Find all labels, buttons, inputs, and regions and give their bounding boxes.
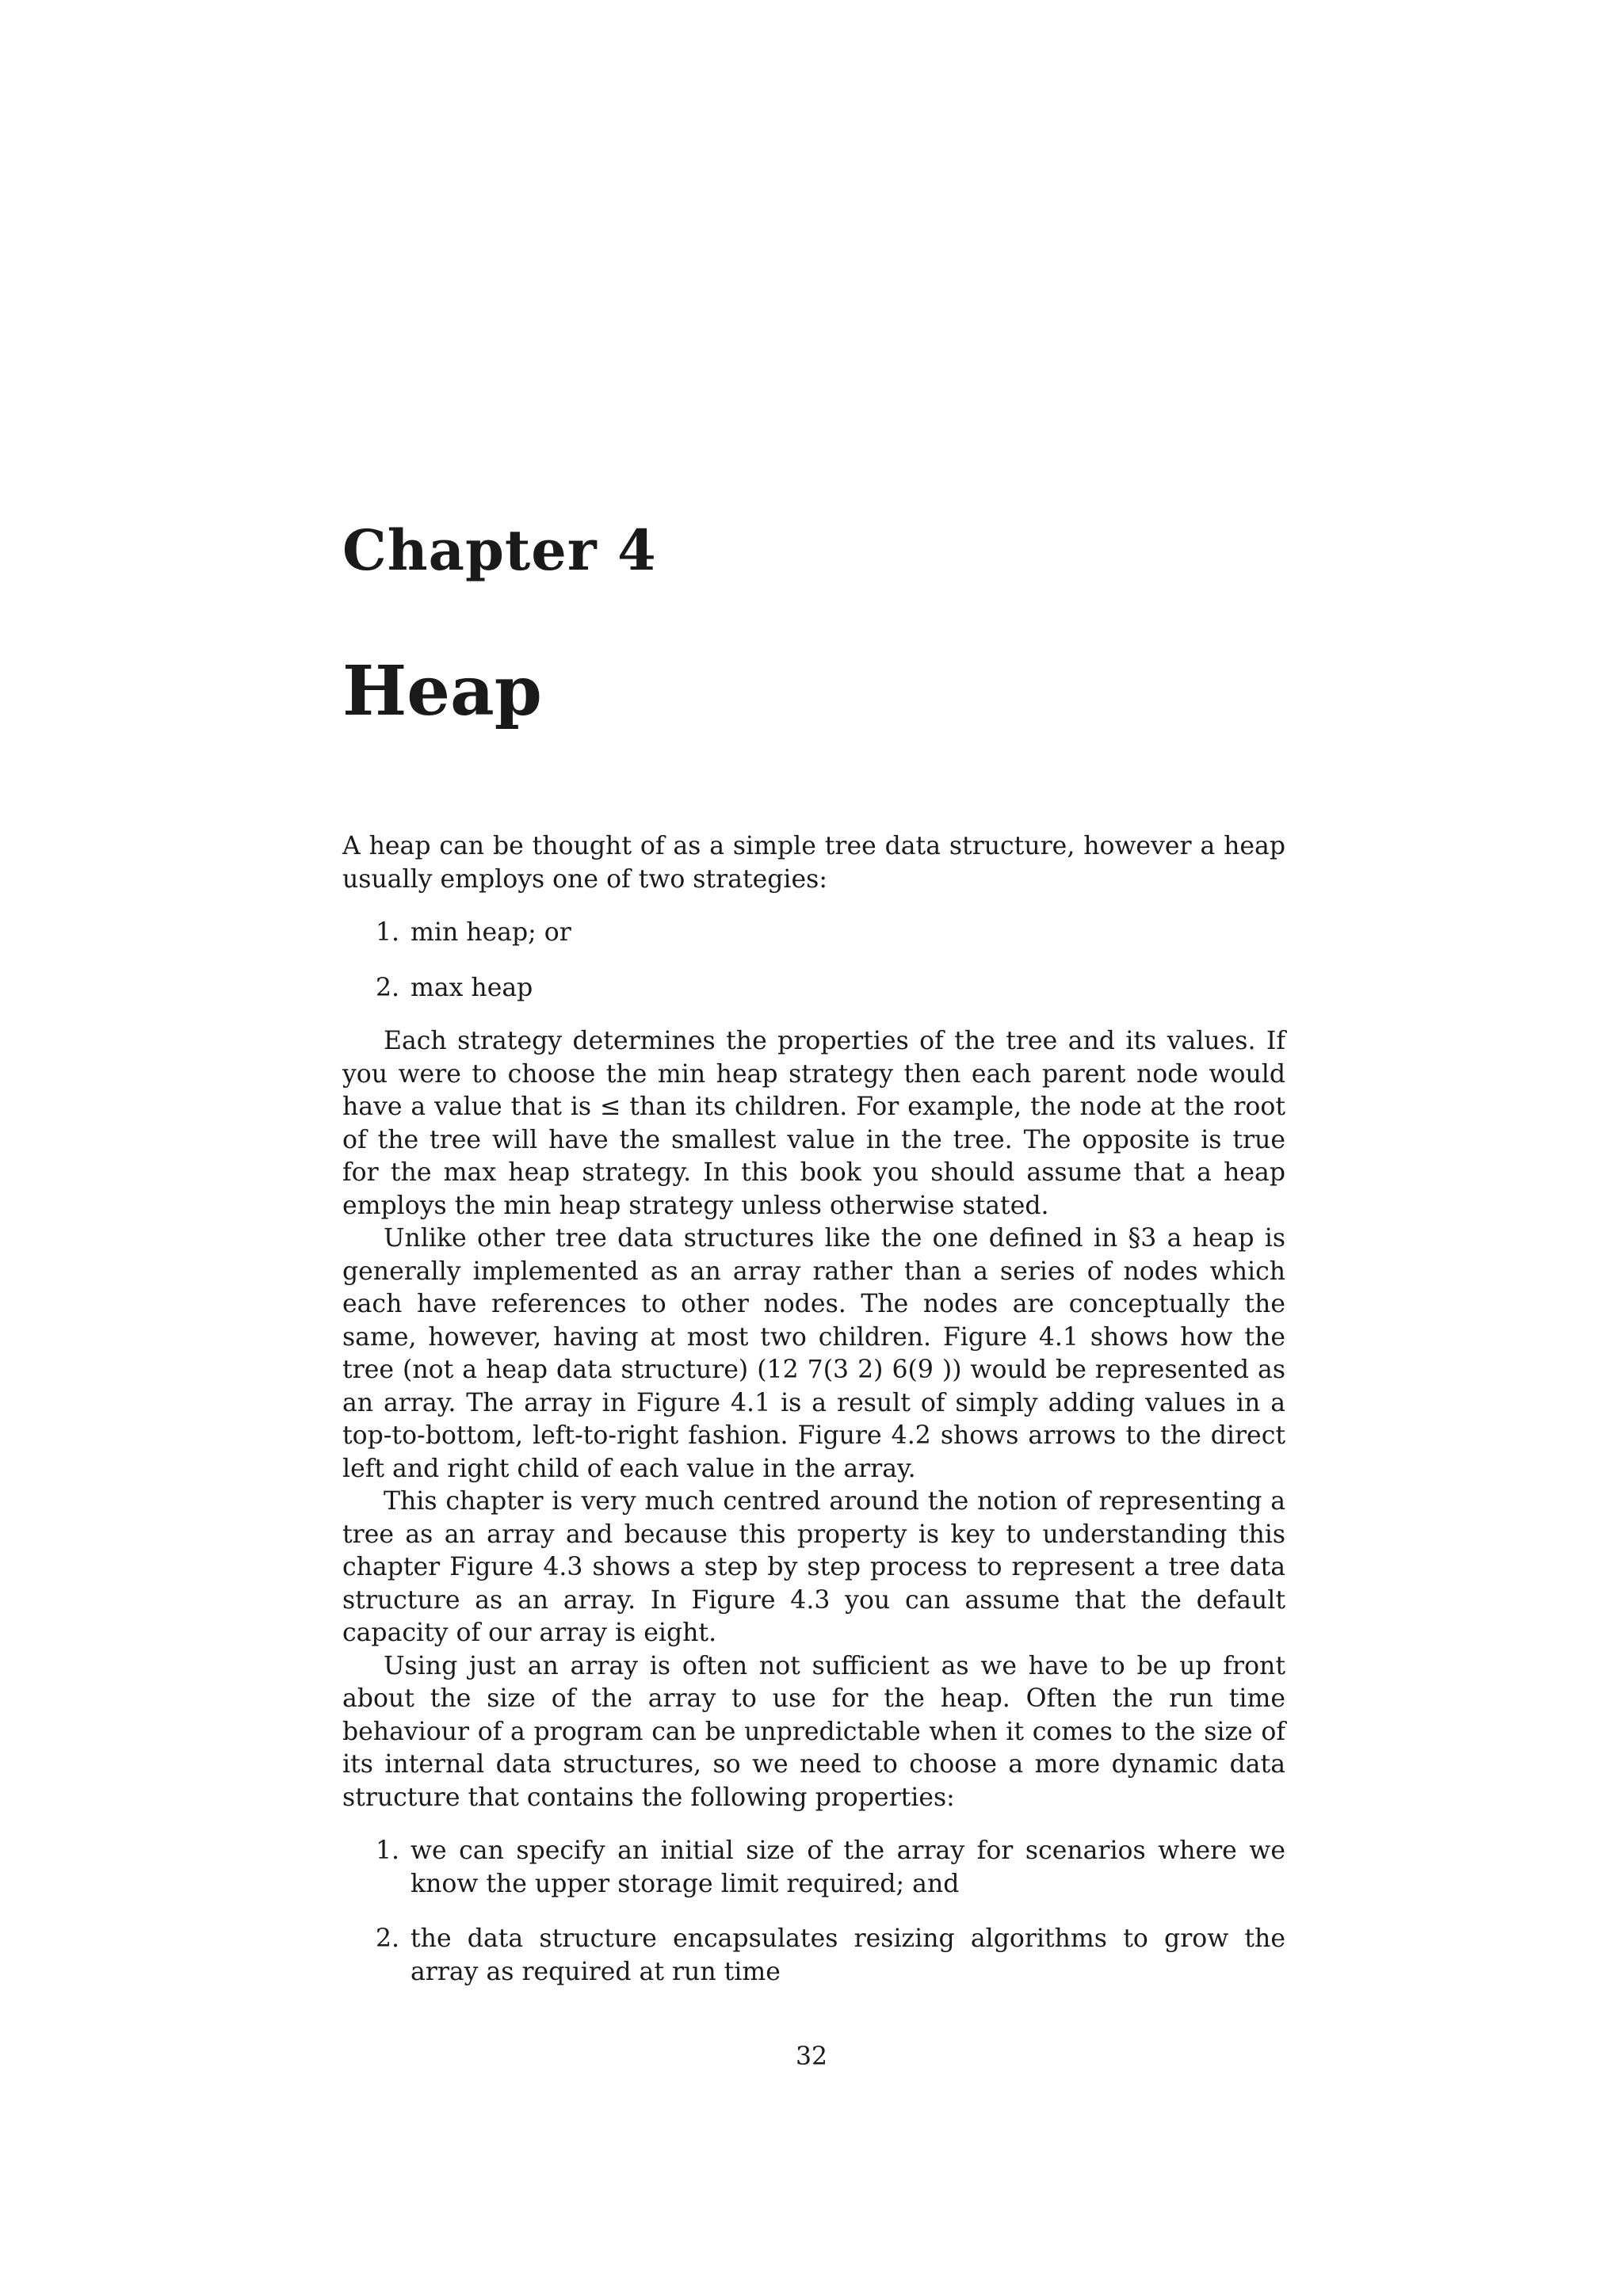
list-item bbox=[342, 1923, 1285, 1989]
strategies-list bbox=[342, 917, 1285, 1005]
list-item-number: 2. bbox=[376, 973, 400, 1002]
paragraph: This chapter is very much centred around the notion of representing a tree as an array and because this property is key to understanding this chapter Figure 4.3 shows a step by step process to represent a tree data structure as an array. In Figure 4.3 you can assume that the default capacity of our array is eight. bbox=[342, 1487, 1285, 1647]
list-item-number: 2. bbox=[376, 1924, 400, 1953]
chapter-label: Chapter 4 bbox=[342, 517, 657, 583]
list-item-text: max heap bbox=[411, 973, 533, 1002]
paragraph: Using just an array is often not sufficient as we have to be up front about the size of the array to use for the heap. Often the run time behaviour of a program can be unpredictable when it comes to the size of its internal data structures, so we need to choose a more dynamic data structure that contains the following properties: bbox=[342, 1651, 1285, 1812]
list-item-text: we can specify an initial size of the array for scenarios where we know the upper storage limit required; and bbox=[411, 1836, 1285, 1898]
body-text bbox=[342, 830, 1285, 1989]
list-item bbox=[342, 972, 1285, 1005]
list-item-text: min heap; or bbox=[411, 918, 571, 947]
paragraph: Unlike other tree data structures like the one defined in §3 a heap is generally implemented as an array rather than a series of nodes which each have references to other nodes. The nodes are conceptually the same, however, having at most two children. Figure 4.1 shows how the tree (not a heap data structure) (12 7(3 2) 6(9 )) would be represented as an array. The array in Figure 4.1 is a result of simply adding values in a top-to-bottom, left-to-right fashion. Figure 4.2 shows arrows to the direct left and right child of each value in the array. bbox=[342, 1224, 1285, 1483]
properties-list bbox=[342, 1835, 1285, 1989]
list-item bbox=[342, 1835, 1285, 1901]
intro-paragraph: A heap can be thought of as a simple tree data structure, however a heap usually employs one of two strategies: bbox=[342, 832, 1285, 894]
list-item bbox=[342, 917, 1285, 950]
list-item-number: 1. bbox=[376, 1836, 400, 1865]
chapter-title: Heap bbox=[342, 651, 542, 731]
paragraph: Each strategy determines the properties of the tree and its values. If you were to choose the min heap strategy then each parent node would have a value that is ≤ than its children. For example, the node at the root of the tree will have the smallest value in the tree. The opposite is true for the max heap strategy. In this book you should assume that a heap employs the min heap strategy unless otherwise stated. bbox=[342, 1027, 1285, 1220]
list-item-number: 1. bbox=[376, 918, 400, 947]
page-number: 32 bbox=[795, 2042, 828, 2071]
list-item-text: the data structure encapsulates resizing algorithms to grow the array as required at run time bbox=[411, 1924, 1285, 1986]
